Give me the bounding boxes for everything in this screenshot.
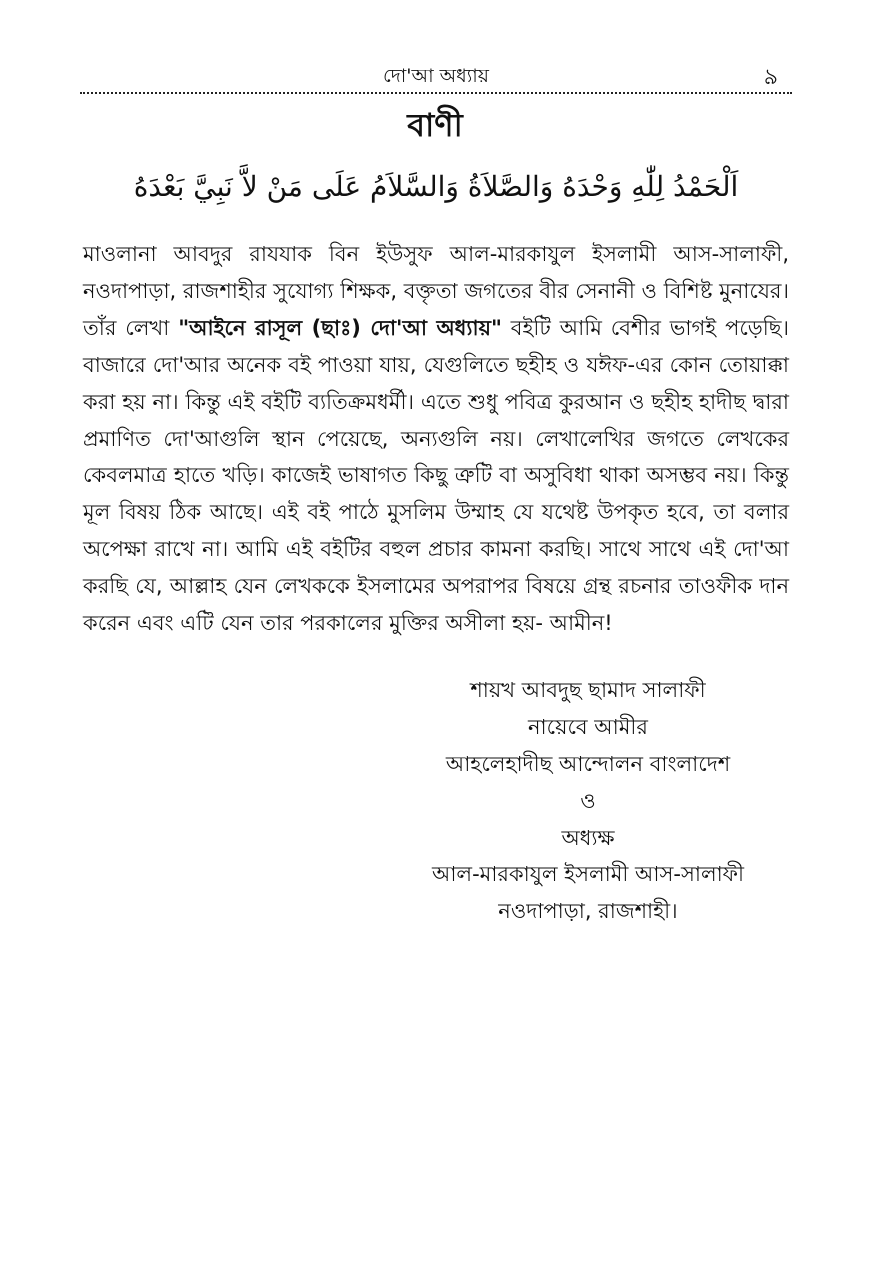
signatory-position: নায়েবে আমীর xyxy=(528,714,648,739)
signatory-institution: আল-মারকাযুল ইসলামী আস-সালাফী xyxy=(431,862,745,887)
page-header xyxy=(80,60,792,90)
section-title: বাণী xyxy=(407,106,463,144)
header-dotted-divider xyxy=(80,92,792,94)
running-header-title: দো'আ অধ্যায় xyxy=(383,65,489,87)
arabic-invocation: اَلْحَمْدُ لِلّٰهِ وَحْدَهُ وَالصَّلاَةُ وَالسَّلاَمُ عَلَى مَنْ لاَّ نَبِيَّ بَعْدَهُ xyxy=(133,170,739,203)
signatory-conjunction: ও xyxy=(580,788,596,813)
page-number: ৯ xyxy=(763,65,778,90)
signatory-location: নওদাপাড়া, রাজশাহী। xyxy=(498,899,678,924)
signatory-name: শায়খ আবদুছ ছামাদ সালাফী xyxy=(470,678,706,702)
foreword-text-part1: মাওলানা আবদুর রাযযাক বিন ইউসুফ আল-মারকাযুল ইসলামী আস-সালাফী, নওদাপাড়া, রাজশাহীর সুযোগ্য শিক্ষক, বক্তৃতা জগতের বীর সেনানী ও বিশিষ্ট মুনাযের। তাঁর লেখা xyxy=(83,242,789,340)
foreword-paragraph xyxy=(83,236,789,642)
signatory-organization: আহলেহাদীছ আন্দোলন বাংলাদেশ xyxy=(445,751,731,776)
foreword-text-part2: বইটি আমি বেশীর ভাগই পড়েছি। বাজারে দো'আর অনেক বই পাওয়া যায়, যেগুলিতে ছহীহ ও যঈফ-এর কোন তোয়াক্কা করা হয় না। কিন্তু এই বইটি ব্যতিক্রমধর্মী। এতে শুধু পবিত্র কুরআন ও ছহীহ হাদীছ দ্বারা প্রমাণিত দো'আগুলি স্থান পেয়েছে, অন্যগুলি নয়। লেখালেখির জগতে লেখকের কেবলমাত্র হাতে খড়ি। কাজেই ভাষাগত কিছু ত্রুটি বা অসুবিধা থাকা অসম্ভব নয়। কিন্তু মূল বিষয় ঠিক আছে। এই বই পাঠে মুসলিম উম্মাহ যে যথেষ্ট উপকৃত হবে, তা বলার অপেক্ষা রাখে না। আমি এই বইটির বহুল প্রচার কামনা করছি। সাথে সাথে এই দো'আ করছি যে, আল্লাহ যেন লেখককে ইসলামের অপরাপর বিষয়ে গ্রন্থ রচনার তাওফীক দান করেন এবং এটি যেন তার পরকালের মুক্তির অসীলা হয়- আমীন! xyxy=(83,315,789,636)
signatory-position-2: অধ্যক্ষ xyxy=(561,825,615,850)
book-title: "আইনে রাসূল (ছাঃ) দো'আ অধ্যায়" xyxy=(178,315,502,340)
signature-block xyxy=(408,672,768,930)
